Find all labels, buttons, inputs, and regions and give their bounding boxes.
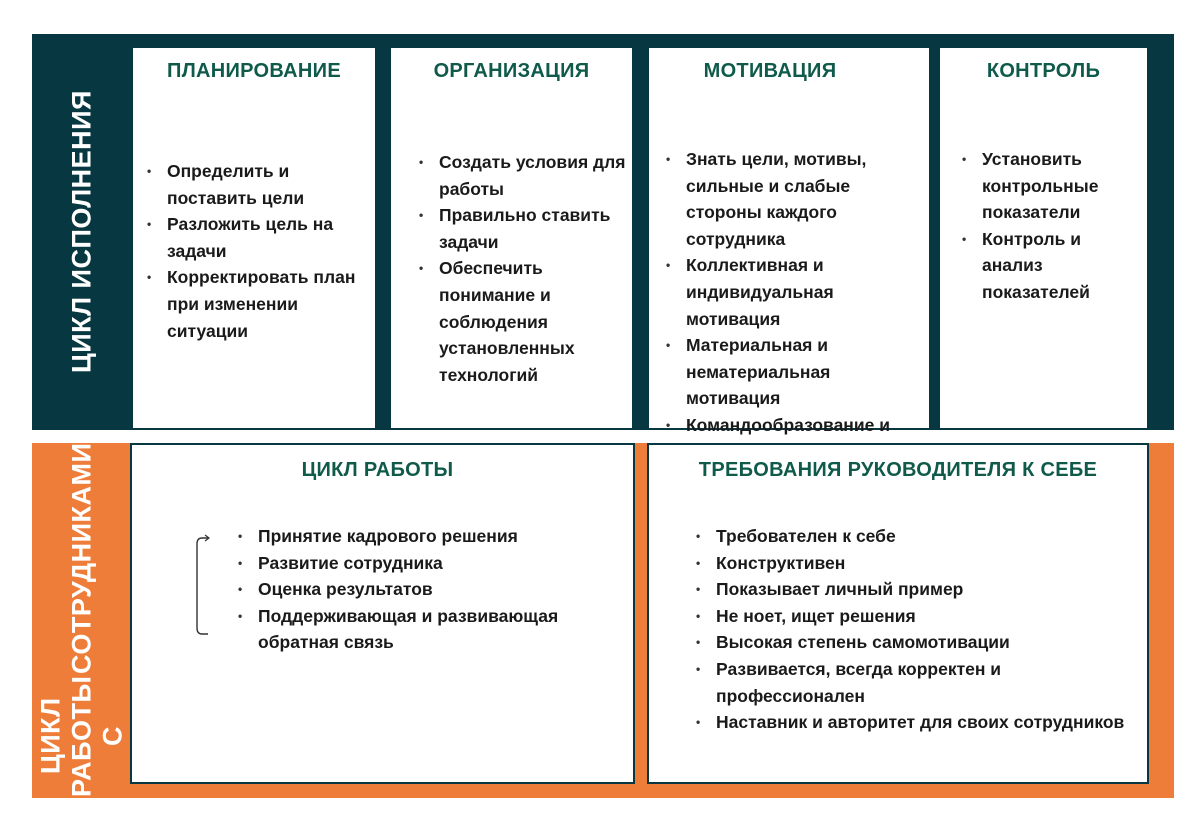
planning-list: [145, 158, 370, 344]
list-item: • Развитие сотрудника: [236, 550, 626, 577]
list-item: • Принятие кадрового решения: [236, 523, 626, 550]
planning-title: ПЛАНИРОВАНИЕ: [167, 60, 341, 82]
motivation-title: МОТИВАЦИЯ: [703, 60, 837, 82]
work-cycle-title: ЦИКЛ РАБОТЫ: [301, 459, 454, 481]
control-card: [940, 48, 1147, 428]
list-item: • Развивается, всегда корректен и профессионален: [694, 656, 1134, 709]
cycle-bracket-icon: [194, 532, 214, 642]
employee-cycle-label-line1: ЦИКЛ РАБОТЫ С: [35, 675, 128, 797]
execution-cycle-label: [32, 34, 132, 430]
manager-requirements-card: [647, 443, 1149, 784]
list-item: • Оценка результатов: [236, 576, 626, 603]
work-cycle-card: [130, 443, 635, 784]
list-item: • Материальная и нематериальная мотивация: [664, 332, 926, 412]
list-item: • Правильно ставить задачи: [417, 202, 629, 255]
list-item: • Создать условия для работы: [417, 149, 629, 202]
list-item: • Определить и поставить цели: [145, 158, 370, 211]
manager-requirements-list: [694, 523, 1134, 736]
list-item: • Конструктивен: [694, 550, 1134, 577]
list-item: • Не ноет, ищет решения: [694, 603, 1134, 630]
list-item: • Установить контрольные показатели: [960, 146, 1145, 226]
control-list: [960, 146, 1145, 306]
employee-cycle-label-line2: СОТРУДНИКАМИ: [66, 443, 97, 675]
organization-title: ОРГАНИЗАЦИЯ: [433, 60, 590, 82]
work-cycle-list: [236, 523, 626, 656]
motivation-list: [664, 146, 926, 465]
list-item: • Поддерживающая и развивающая обратная связь: [236, 603, 626, 656]
motivation-card: [649, 48, 929, 435]
organization-card: [391, 48, 632, 428]
list-item: • Коллективная и индивидуальная мотивация: [664, 252, 926, 332]
list-item: • Командообразование и: [664, 412, 926, 465]
list-item: • Разложить цель на задачи: [145, 211, 370, 264]
organization-list: [417, 149, 629, 388]
list-item: • Показывает личный пример: [694, 576, 1134, 603]
execution-cycle-label-text: ЦИКЛ ИСПОЛНЕНИЯ: [66, 90, 97, 374]
list-item: • Высокая степень самомотивации: [694, 629, 1134, 656]
manager-requirements-title: ТРЕБОВАНИЯ РУКОВОДИТЕЛЯ К СЕБЕ: [698, 459, 1098, 481]
list-item: • Корректировать план при изменении ситуации: [145, 264, 370, 344]
list-item: • Требователен к себе: [694, 523, 1134, 550]
list-item: • Знать цели, мотивы, сильные и слабые стороны каждого сотрудника: [664, 146, 926, 252]
control-title: КОНТРОЛЬ: [986, 60, 1101, 82]
employee-cycle-label: [32, 443, 132, 798]
list-item: • Наставник и авторитет для своих сотрудников: [694, 709, 1134, 736]
list-item: • Контроль и анализ показателей: [960, 226, 1145, 306]
planning-card: [133, 48, 375, 428]
list-item: • Обеспечить понимание и соблюдения установленных технологий: [417, 255, 629, 388]
